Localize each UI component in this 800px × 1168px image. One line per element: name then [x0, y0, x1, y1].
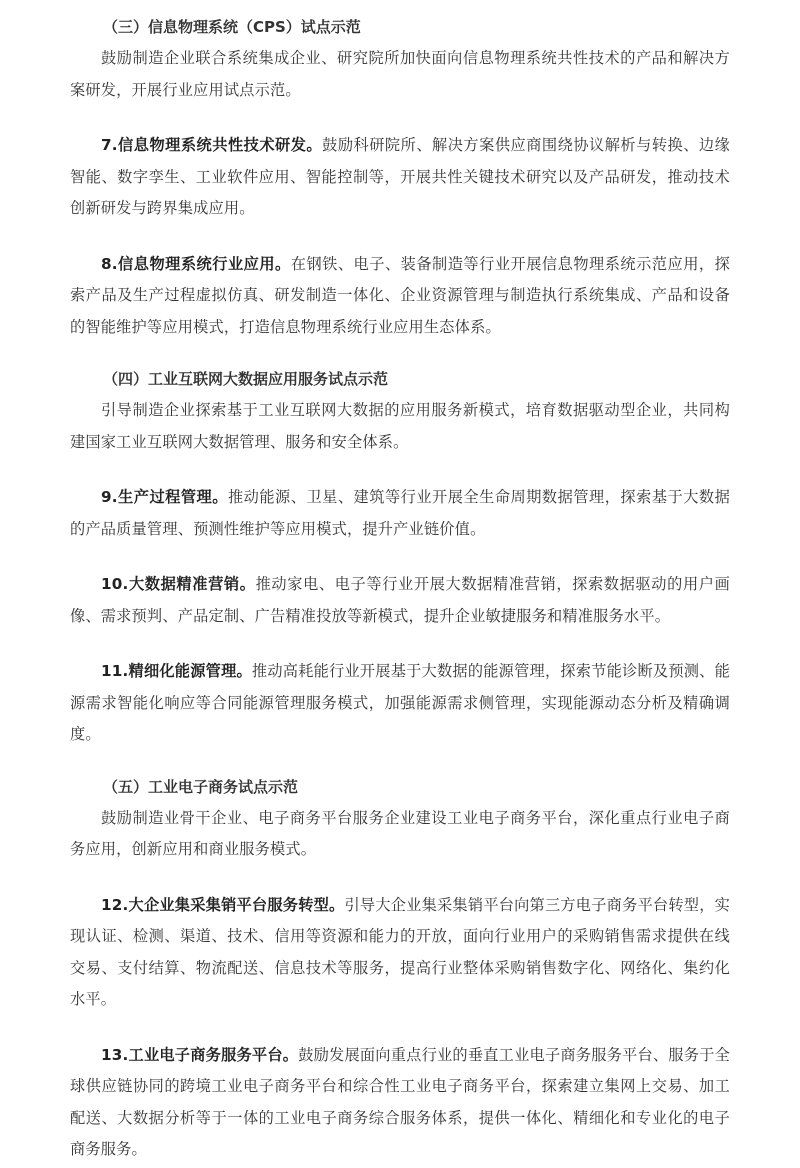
- section-intro-cps: 鼓励制造企业联合系统集成企业、研究院所加快面向信息物理系统共性技术的产品和解决方案研发，开展行业应用试点示范。: [70, 49, 730, 99]
- item-9-text: 推动能源、卫星、建筑等行业开展全生命周期数据管理，探索基于大数据的产品质量管理、预测性维护等应用模式，提升产业链价值。: [70, 488, 731, 538]
- section-heading-bigdata: （四）工业互联网大数据应用服务试点示范: [103, 370, 389, 388]
- item-10: [70, 569, 730, 632]
- item-8: [70, 249, 730, 344]
- item-13: [70, 1040, 730, 1166]
- item-7: [70, 130, 730, 225]
- item-9: [70, 482, 730, 545]
- section-intro-ecommerce: 鼓励制造业骨干企业、电子商务平台服务企业建设工业电子商务平台，深化重点行业电子商务应用，创新应用和商业服务模式。: [70, 808, 730, 858]
- item-10-lead: 10.大数据精准营销。: [101, 575, 256, 593]
- item-8-text: 在钢铁、电子、装备制造等行业开展信息物理系统示范应用，探索产品及生产过程虚拟仿真、研发制造一体化、企业资源管理与制造执行系统集成、产品和设备的智能维护等应用模式，打造信息物理系统行业应用生态体系。: [70, 254, 731, 336]
- item-9-lead: 9.生产过程管理。: [101, 488, 228, 506]
- item-11-text: 推动高耗能行业开展基于大数据的能源管理，探索节能诊断及预测、能源需求智能化响应等合同能源管理服务模式，加强能源需求侧管理，实现能源动态分析及精确调度。: [70, 662, 730, 743]
- section-intro-bigdata: 引导制造企业探索基于工业互联网大数据的应用服务新模式，培育数据驱动型企业，共同构建国家工业互联网大数据管理、服务和安全体系。: [70, 401, 730, 451]
- item-13-lead: 13.工业电子商务服务平台。: [101, 1045, 299, 1064]
- section-heading-ecommerce: （五）工业电子商务试点示范: [103, 777, 299, 796]
- item-10-text: 推动家电、电子等行业开展大数据精准营销，探索数据驱动的用户画像、需求预判、产品定制、广告精准投放等新模式，提升企业敏捷服务和精准服务水平。: [70, 575, 730, 625]
- item-11: [70, 656, 730, 751]
- item-7-lead: 7.信息物理系统共性技术研发。: [101, 136, 323, 154]
- item-12: [70, 890, 730, 1016]
- item-12-text: 引导大企业集采集销平台向第三方电子商务平台转型，实现认证、检测、渠道、技术、信用等资源和能力的开放，面向行业用户的采购销售需求提供在线交易、支付结算、物流配送、信息技术等服务，提高行业整体采购销售数字化、网络化、集约化水平。: [70, 895, 731, 1008]
- item-13-text: 鼓励发展面向重点行业的垂直工业电子商务服务平台、服务于全球供应链协同的跨境工业电子商务平台和综合性工业电子商务平台，探索建立集网上交易、加工配送、大数据分析等于一体的工业电子商务综合服务体系，提供一体化、精细化和专业化的电子商务服务。: [70, 1045, 730, 1158]
- item-7-text: 鼓励科研院所、解决方案供应商围绕协议解析与转换、边缘智能、数字孪生、工业软件应用、智能控制等，开展共性关键技术研究以及产品研发，推动技术创新研发与跨界集成应用。: [70, 136, 730, 217]
- item-11-lead: 11.精细化能源管理。: [101, 662, 252, 680]
- item-8-lead: 8.信息物理系统行业应用。: [101, 254, 291, 273]
- item-12-lead: 12.大企业集采集销平台服务转型。: [101, 895, 345, 914]
- section-heading-cps: （三）信息物理系统（CPS）试点示范: [103, 18, 361, 36]
